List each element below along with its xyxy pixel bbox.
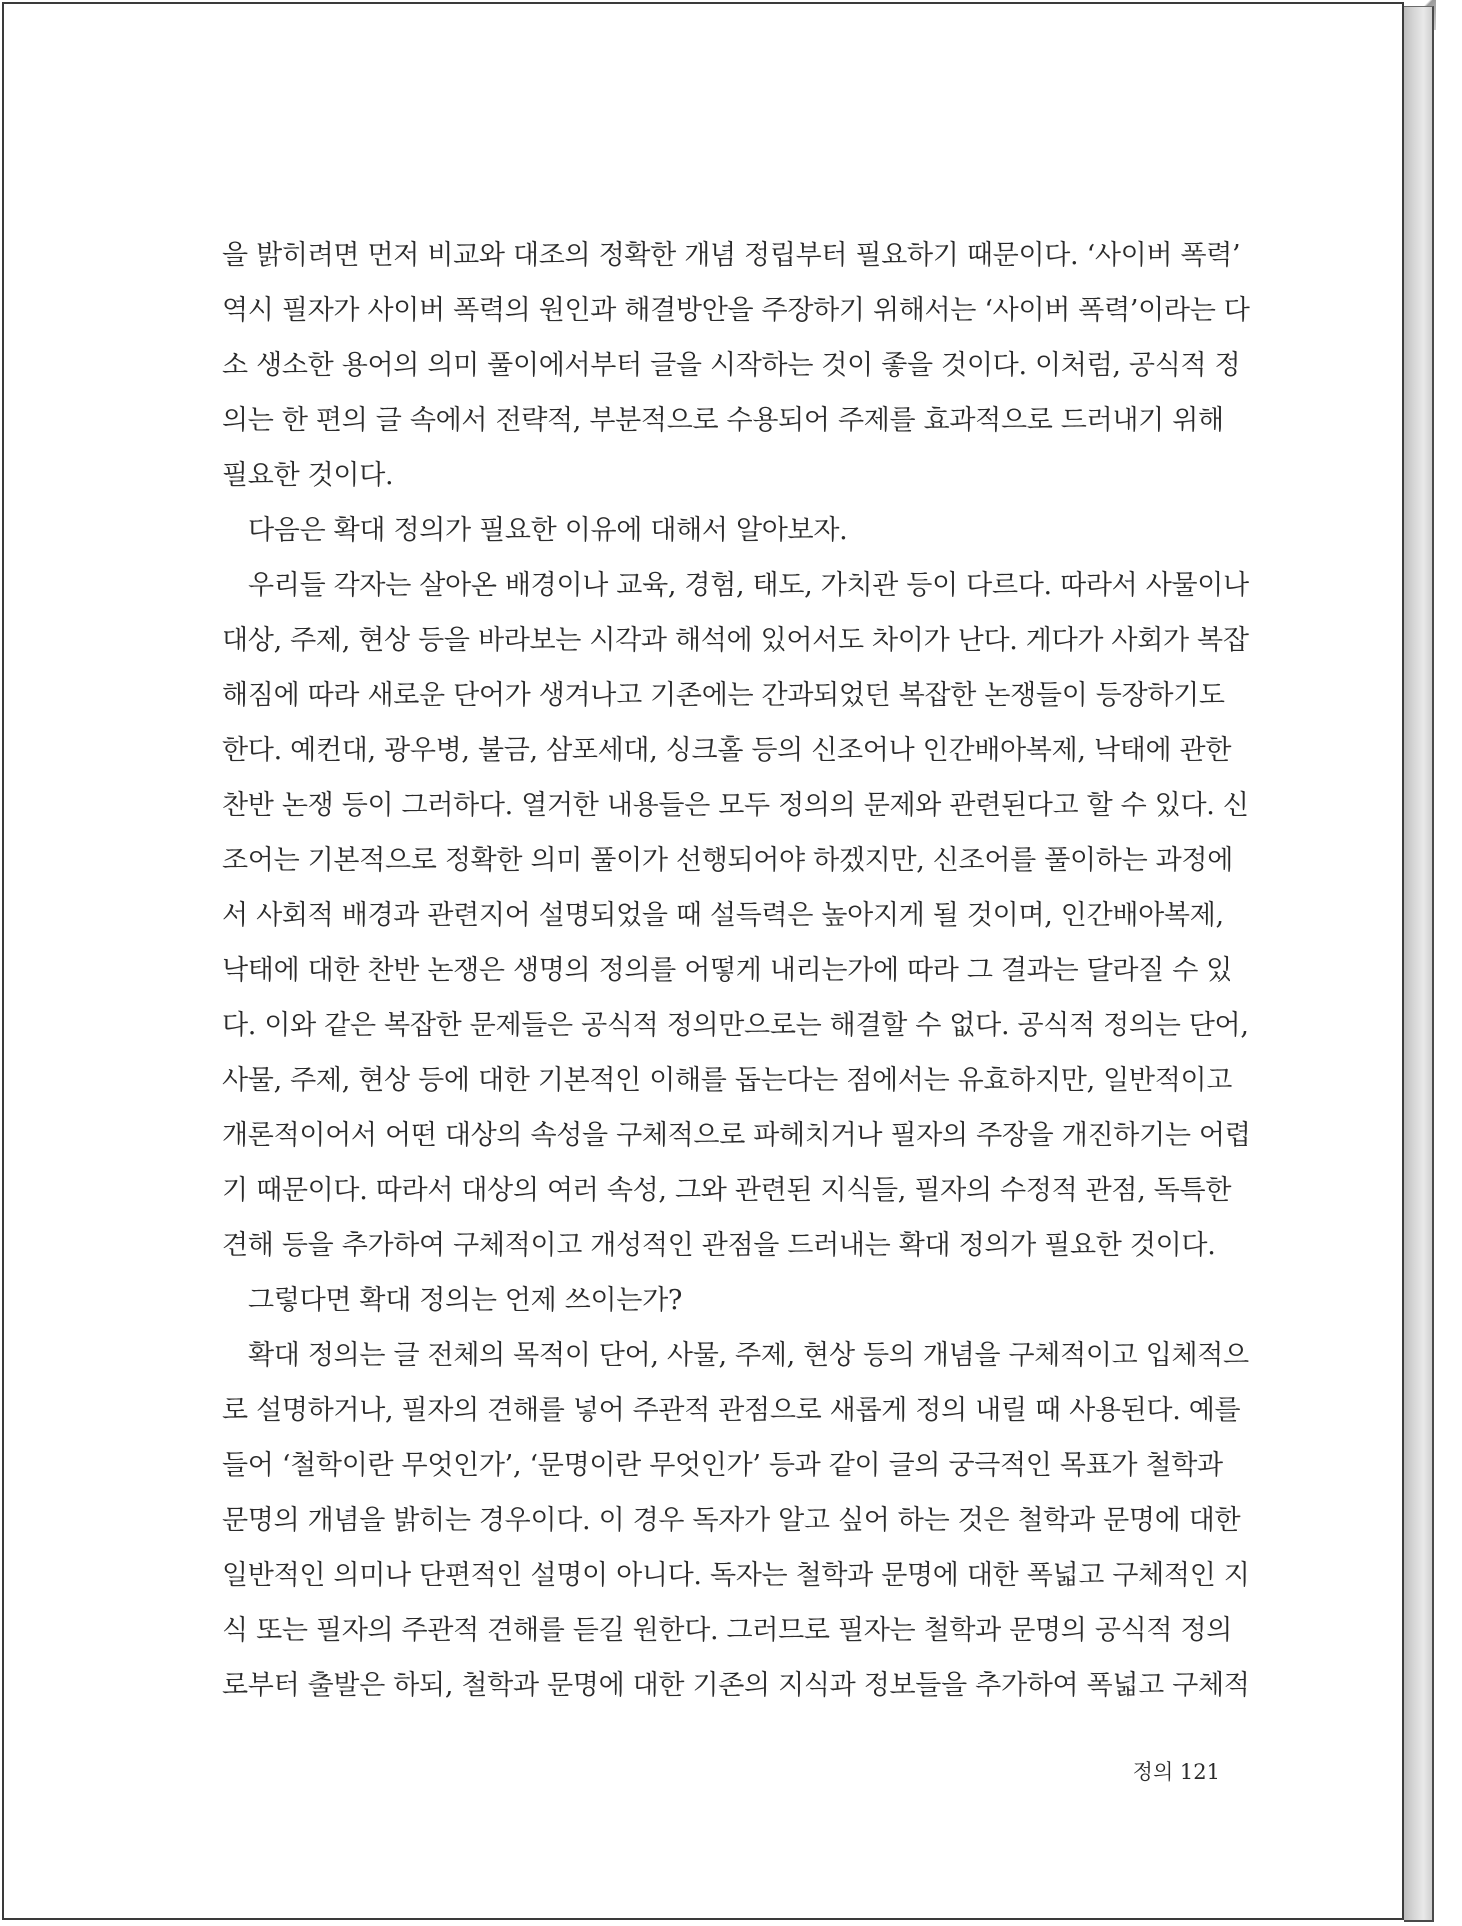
text-line: 필요한 것이다.: [222, 460, 394, 491]
text-line: 대상, 주제, 현상 등을 바라보는 시각과 해석에 있어서도 차이가 난다. 게다가 사회가 복잡: [222, 625, 1249, 656]
text-line: 개론적이어서 어떤 대상의 속성을 구체적으로 파헤치거나 필자의 주장을 개진하기는 어렵: [222, 1120, 1251, 1151]
text-line: 의는 한 편의 글 속에서 전략적, 부분적으로 수용되어 주제를 효과적으로 드러내기 위해: [222, 405, 1224, 436]
text-line: 서 사회적 배경과 관련지어 설명되었을 때 설득력은 높아지게 될 것이며, 인간배아복제,: [222, 900, 1224, 931]
text-line: 조어는 기본적으로 정확한 의미 풀이가 선행되어야 하겠지만, 신조어를 풀이하는 과정에: [222, 845, 1233, 876]
text-line: 기 때문이다. 따라서 대상의 여러 속성, 그와 관련된 지식들, 필자의 수정적 관점, 독특한: [222, 1175, 1232, 1206]
text-line: 소 생소한 용어의 의미 풀이에서부터 글을 시작하는 것이 좋을 것이다. 이처럼, 공식적 정: [222, 350, 1241, 381]
text-line: 찬반 논쟁 등이 그러하다. 열거한 내용들은 모두 정의의 문제와 관련된다고 할 수 있다. 신: [222, 790, 1249, 821]
text-line: 확대 정의는 글 전체의 목적이 단어, 사물, 주제, 현상 등의 개념을 구체적이고 입체적으: [248, 1340, 1249, 1371]
text-line: 낙태에 대한 찬반 논쟁은 생명의 정의를 어떻게 내리는가에 따라 그 결과는 달라질 수 있: [222, 955, 1233, 986]
text-line: 을 밝히려면 먼저 비교와 대조의 정확한 개념 정립부터 필요하기 때문이다. ‘사이버 폭력’: [222, 240, 1241, 271]
text-line: 식 또는 필자의 주관적 견해를 듣길 원한다. 그러므로 필자는 철학과 문명의 공식적 정의: [222, 1615, 1233, 1646]
text-line: 한다. 예컨대, 광우병, 불금, 삼포세대, 싱크홀 등의 신조어나 인간배아복제, 낙태에 관한: [222, 735, 1232, 766]
text-line: 해짐에 따라 새로운 단어가 생겨나고 기존에는 간과되었던 복잡한 논쟁들이 등장하기도: [222, 680, 1225, 711]
text-line: 견해 등을 추가하여 구체적이고 개성적인 관점을 드러내는 확대 정의가 필요한 것이다.: [222, 1230, 1216, 1261]
text-line: 다음은 확대 정의가 필요한 이유에 대해서 알아보자.: [248, 515, 848, 546]
text-line: 문명의 개념을 밝히는 경우이다. 이 경우 독자가 알고 싶어 하는 것은 철학과 문명에 대한: [222, 1505, 1241, 1536]
text-line: 로 설명하거나, 필자의 견해를 넣어 주관적 관점으로 새롭게 정의 내릴 때 사용된다. 예를: [222, 1395, 1241, 1426]
text-line: 로부터 출발은 하되, 철학과 문명에 대한 기존의 지식과 정보들을 추가하여 폭넓고 구체적: [222, 1670, 1250, 1701]
text-line: 우리들 각자는 살아온 배경이나 교육, 경험, 태도, 가치관 등이 다르다. 따라서 사물이나: [248, 570, 1249, 601]
text-line: 다. 이와 같은 복잡한 문제들은 공식적 정의만으로는 해결할 수 없다. 공식적 정의는 단어,: [222, 1010, 1249, 1041]
text-line: 일반적인 의미나 단편적인 설명이 아니다. 독자는 철학과 문명에 대한 폭넓고 구체적인 지: [222, 1560, 1250, 1591]
page-number: 정의 121: [1132, 1760, 1220, 1784]
text-line: 역시 필자가 사이버 폭력의 원인과 해결방안을 주장하기 위해서는 ‘사이버 폭력’이라는 다: [222, 295, 1250, 326]
text-line: 들어 ‘철학이란 무엇인가’, ‘문명이란 무엇인가’ 등과 같이 글의 궁극적인 목표가 철학과: [222, 1450, 1223, 1481]
body-text: [222, 228, 1251, 1713]
text-line: 사물, 주제, 현상 등에 대한 기본적인 이해를 돕는다는 점에서는 유효하지만, 일반적이고: [222, 1065, 1233, 1096]
text-line: 그렇다면 확대 정의는 언제 쓰이는가?: [248, 1285, 683, 1316]
page-stack-edge: [1404, 6, 1434, 1922]
